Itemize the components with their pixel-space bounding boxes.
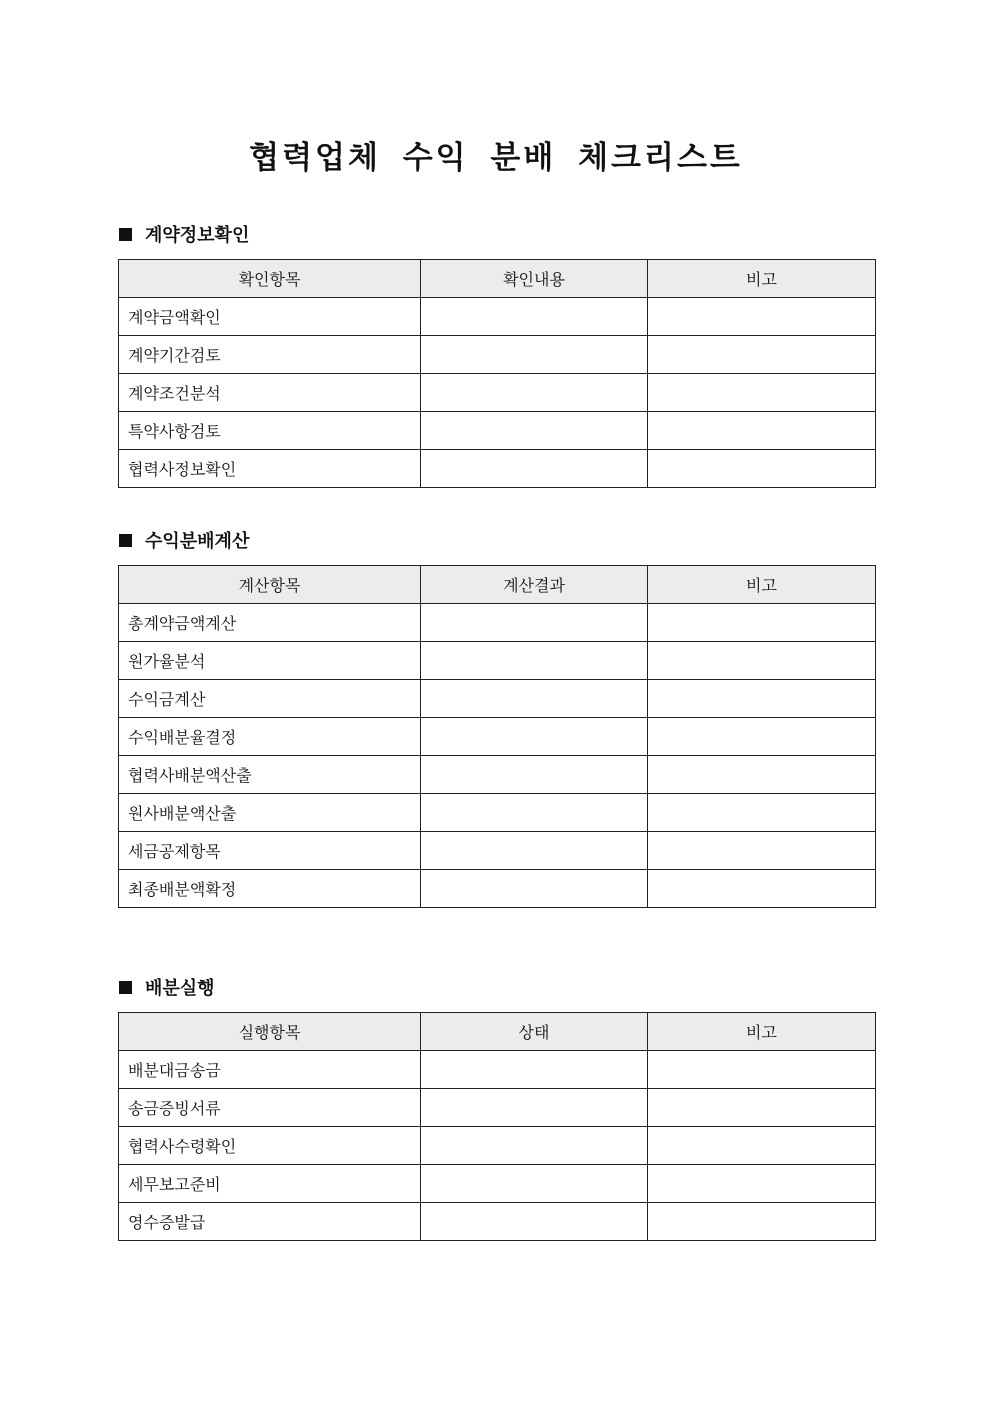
row-label: 원사배분액산출 xyxy=(119,794,421,832)
row-label: 최종배분액확정 xyxy=(119,870,421,908)
section-heading-distribution xyxy=(119,974,215,1000)
content-cell[interactable] xyxy=(421,336,648,374)
remarks-cell[interactable] xyxy=(648,1165,876,1203)
table-row xyxy=(119,1051,876,1089)
square-bullet-icon xyxy=(119,534,132,547)
row-label: 협력사배분액산출 xyxy=(119,756,421,794)
remarks-cell[interactable] xyxy=(648,450,876,488)
row-label: 수익금계산 xyxy=(119,680,421,718)
remarks-cell[interactable] xyxy=(648,412,876,450)
row-label: 배분대금송금 xyxy=(119,1051,421,1089)
table-header-row xyxy=(119,1013,876,1051)
table-header-row xyxy=(119,566,876,604)
remarks-cell[interactable] xyxy=(648,604,876,642)
table-row xyxy=(119,412,876,450)
remarks-cell[interactable] xyxy=(648,756,876,794)
result-cell[interactable] xyxy=(421,642,648,680)
result-cell[interactable] xyxy=(421,870,648,908)
table-row xyxy=(119,1203,876,1241)
remarks-cell[interactable] xyxy=(648,1051,876,1089)
column-header-remarks: 비고 xyxy=(648,1013,876,1051)
result-cell[interactable] xyxy=(421,832,648,870)
table-row xyxy=(119,870,876,908)
section-heading-contract-info xyxy=(119,221,249,247)
column-header-remarks: 비고 xyxy=(648,566,876,604)
content-cell[interactable] xyxy=(421,450,648,488)
row-label: 원가율분석 xyxy=(119,642,421,680)
column-header-item: 실행항목 xyxy=(119,1013,421,1051)
result-cell[interactable] xyxy=(421,756,648,794)
column-header-status: 상태 xyxy=(421,1013,648,1051)
table-row xyxy=(119,374,876,412)
remarks-cell[interactable] xyxy=(648,374,876,412)
remarks-cell[interactable] xyxy=(648,680,876,718)
square-bullet-icon xyxy=(119,981,132,994)
column-header-item: 확인항목 xyxy=(119,260,421,298)
status-cell[interactable] xyxy=(421,1127,648,1165)
table-row xyxy=(119,1165,876,1203)
status-cell[interactable] xyxy=(421,1165,648,1203)
status-cell[interactable] xyxy=(421,1203,648,1241)
contract-info-table xyxy=(118,259,876,488)
table-row xyxy=(119,642,876,680)
section-heading-label: 계약정보확인 xyxy=(145,225,250,246)
column-header-content: 확인내용 xyxy=(421,260,648,298)
table-row xyxy=(119,298,876,336)
remarks-cell[interactable] xyxy=(648,718,876,756)
row-label: 계약조건분석 xyxy=(119,374,421,412)
remarks-cell[interactable] xyxy=(648,642,876,680)
document-title: 협력업체 수익 분배 체크리스트 xyxy=(249,140,743,176)
row-label: 특약사항검토 xyxy=(119,412,421,450)
row-label: 총계약금액계산 xyxy=(119,604,421,642)
table-row xyxy=(119,756,876,794)
result-cell[interactable] xyxy=(421,718,648,756)
table-row xyxy=(119,336,876,374)
table-row xyxy=(119,1127,876,1165)
row-label: 계약기간검토 xyxy=(119,336,421,374)
section-heading-label: 수익분배계산 xyxy=(145,531,250,552)
remarks-cell[interactable] xyxy=(648,870,876,908)
status-cell[interactable] xyxy=(421,1089,648,1127)
content-cell[interactable] xyxy=(421,374,648,412)
table-row xyxy=(119,680,876,718)
row-label: 협력사수령확인 xyxy=(119,1127,421,1165)
remarks-cell[interactable] xyxy=(648,1089,876,1127)
column-header-result: 계산결과 xyxy=(421,566,648,604)
remarks-cell[interactable] xyxy=(648,1127,876,1165)
section-heading-label: 배분실행 xyxy=(145,978,215,999)
row-label: 세무보고준비 xyxy=(119,1165,421,1203)
content-cell[interactable] xyxy=(421,412,648,450)
profit-calc-table xyxy=(118,565,876,908)
row-label: 송금증빙서류 xyxy=(119,1089,421,1127)
remarks-cell[interactable] xyxy=(648,298,876,336)
distribution-table xyxy=(118,1012,876,1241)
section-heading-profit-calc xyxy=(119,527,249,553)
square-bullet-icon xyxy=(119,228,132,241)
column-header-item: 계산항목 xyxy=(119,566,421,604)
result-cell[interactable] xyxy=(421,794,648,832)
row-label: 영수증발급 xyxy=(119,1203,421,1241)
result-cell[interactable] xyxy=(421,680,648,718)
remarks-cell[interactable] xyxy=(648,336,876,374)
content-cell[interactable] xyxy=(421,298,648,336)
table-row xyxy=(119,604,876,642)
remarks-cell[interactable] xyxy=(648,794,876,832)
table-row xyxy=(119,450,876,488)
status-cell[interactable] xyxy=(421,1051,648,1089)
row-label: 계약금액확인 xyxy=(119,298,421,336)
table-row xyxy=(119,832,876,870)
column-header-remarks: 비고 xyxy=(648,260,876,298)
row-label: 세금공제항목 xyxy=(119,832,421,870)
result-cell[interactable] xyxy=(421,604,648,642)
remarks-cell[interactable] xyxy=(648,832,876,870)
table-header-row xyxy=(119,260,876,298)
table-row xyxy=(119,718,876,756)
row-label: 수익배분율결정 xyxy=(119,718,421,756)
table-row xyxy=(119,794,876,832)
table-row xyxy=(119,1089,876,1127)
row-label: 협력사정보확인 xyxy=(119,450,421,488)
remarks-cell[interactable] xyxy=(648,1203,876,1241)
